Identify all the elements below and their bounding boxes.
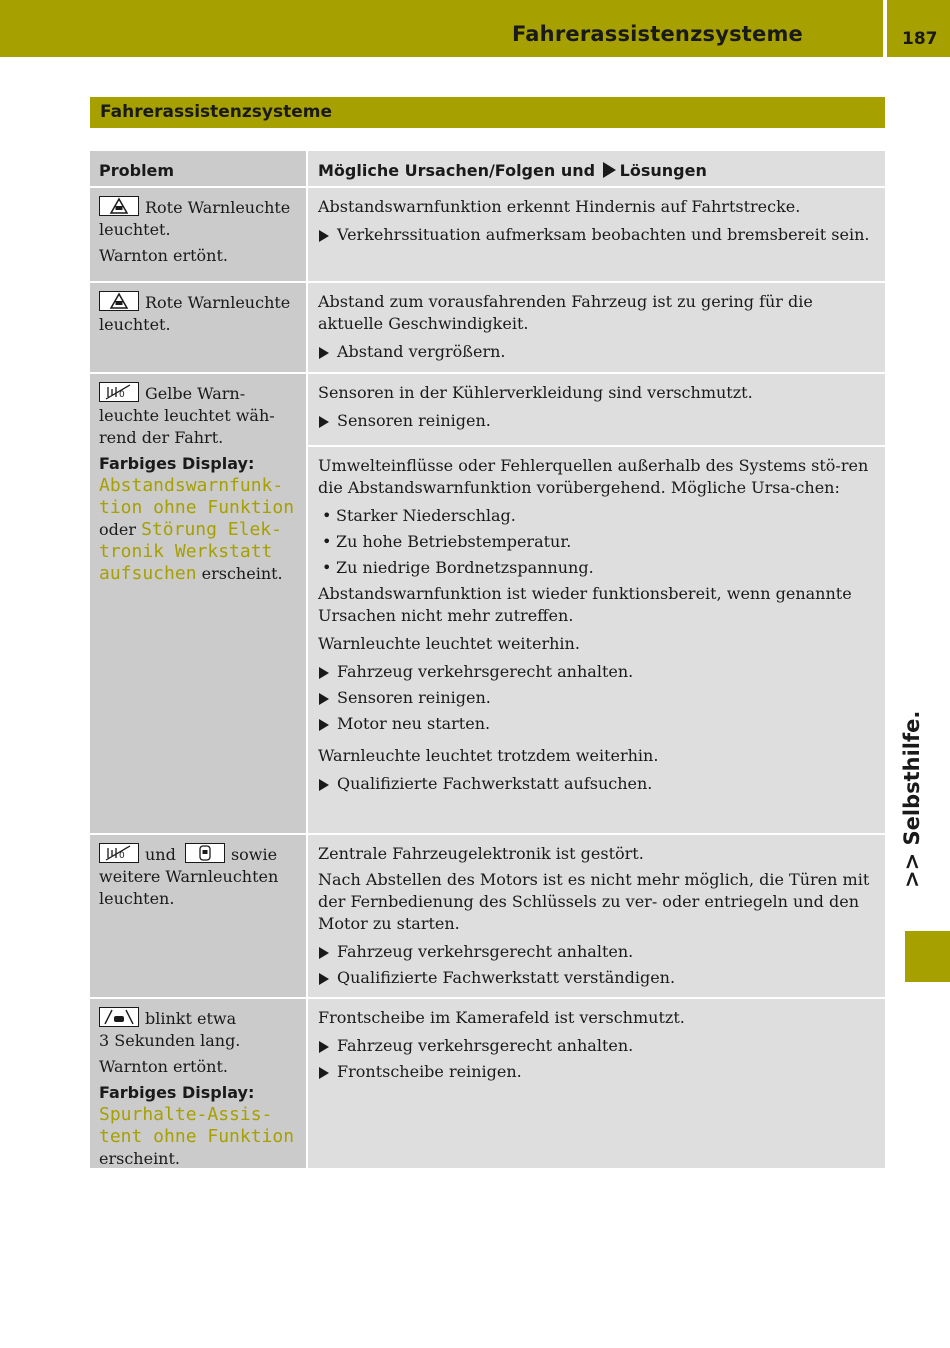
r3-b-cause: Umwelteinflüsse oder Fehlerquellen außerhalb des Systems stö-ren die Abstandswarnfunktion vorübergehend. Mögliche Ursa-chen: — [318, 456, 869, 497]
r3-a-action: Sensoren reinigen. — [318, 410, 875, 432]
r2-problem: Rote Warnleuchte leuchtet. — [99, 293, 291, 334]
r5-problem-a: blinkt etwa — [145, 1009, 237, 1028]
r4-problem-sowie: sowie — [230, 845, 278, 864]
r3-display-label: Farbiges Display: — [99, 454, 255, 473]
r4-cause-1: Zentrale Fahrzeugelektronik ist gestört. — [318, 844, 644, 863]
table-row-4-solution — [308, 835, 885, 997]
r5-action-2: Frontscheibe reinigen. — [318, 1061, 875, 1083]
table-header-solution — [308, 151, 885, 186]
table-row-5-solution — [308, 999, 885, 1168]
col-problem-label: Problem — [99, 161, 175, 180]
header-title: Fahrerassistenzsysteme — [511, 22, 803, 46]
r5-problem-c: Warnton ertönt. — [99, 1057, 228, 1076]
table-row-2-solution — [308, 283, 885, 372]
r4-cause-2: Nach Abstellen des Motors ist es nicht mehr möglich, die Türen mit der Fernbedienung des Schlüssels zu ver- oder entriegeln und den Motor zu starten. — [318, 870, 870, 933]
header-bar — [0, 0, 883, 57]
r3-b-still2: Warnleuchte leuchtet trotzdem weiterhin. — [318, 746, 659, 765]
r1-problem-b: Warnton ertönt. — [99, 246, 228, 265]
r1-problem-a: Rote Warnleuchte leuchtet. — [99, 198, 291, 239]
collision-warning-icon — [99, 196, 139, 216]
r5-display: Spurhalte-Assis-tent ohne Funktion — [99, 1104, 295, 1147]
list-item: • Zu hohe Betriebstemperatur. — [318, 531, 875, 553]
r2-action: Abstand vergrößern. — [318, 341, 875, 363]
table-row-3b-solution — [308, 447, 885, 833]
r4-problem-and: und — [145, 845, 176, 864]
radar-sensor-off-icon — [99, 843, 139, 863]
section-heading-bar — [90, 97, 885, 128]
page-number: 187 — [902, 29, 938, 49]
r5-display-label: Farbiges Display: — [99, 1083, 255, 1102]
r5-appears: erscheint. — [99, 1149, 180, 1168]
svg-text:0: 0 — [119, 851, 125, 861]
r3-b-action-final: Qualifizierte Fachwerkstatt aufsuchen. — [318, 773, 875, 795]
r1-action: Verkehrssituation aufmerksam beobachten und bremsbereit sein. — [318, 224, 875, 246]
collision-warning-icon — [99, 291, 139, 311]
r1-cause: Abstandswarnfunktion erkennt Hindernis auf Fahrtstrecke. — [318, 197, 801, 216]
r2-cause: Abstand zum vorausfahrenden Fahrzeug ist zu gering für die aktuelle Geschwindigkeit. — [318, 292, 813, 333]
page-number-box — [887, 0, 950, 57]
r3-b-ready: Abstandswarnfunktion ist wieder funktionsbereit, wenn genannte Ursachen nicht mehr zutreffen. — [318, 584, 852, 625]
r3-display-1: Abstandswarnfunk-tion ohne Funktion — [99, 475, 295, 518]
svg-text:0: 0 — [119, 390, 125, 400]
r3-b-still: Warnleuchte leuchtet weiterhin. — [318, 634, 580, 653]
table-header-problem — [90, 151, 306, 186]
table-row-3a-solution — [308, 374, 885, 445]
list-item: • Zu niedrige Bordnetzspannung. — [318, 557, 875, 579]
vehicle-electronics-icon — [185, 843, 225, 863]
lane-assist-icon — [99, 1007, 139, 1027]
table-row-4-problem — [90, 835, 306, 997]
r3-b-action-3: Motor neu starten. — [318, 713, 875, 735]
col-solution-label-b: Lösungen — [619, 161, 707, 180]
section-title: Fahrerassistenzsysteme — [100, 102, 333, 122]
col-solution-label-a: Mögliche Ursachen/Folgen und — [318, 161, 596, 180]
r3-a-cause: Sensoren in der Kühlerverkleidung sind verschmutzt. — [318, 383, 753, 402]
r3-appears: erscheint. — [201, 564, 283, 583]
r3-display-2: Störung Elek-tronik Werkstatt aufsuchen — [99, 519, 282, 584]
r3-problem: Gelbe Warn-leuchte leuchtet wäh-rend der Fahrt. — [99, 384, 275, 447]
list-item: • Starker Niederschlag. — [318, 505, 875, 527]
table-row-2-problem — [90, 283, 306, 372]
r5-cause: Frontscheibe im Kamerafeld ist verschmutzt. — [318, 1008, 685, 1027]
r4-action-1: Fahrzeug verkehrsgerecht anhalten. — [318, 941, 875, 963]
r4-action-2: Qualifizierte Fachwerkstatt verständigen. — [318, 967, 875, 989]
r4-problem-rest: weitere Warnleuchten leuchten. — [99, 867, 279, 908]
r5-problem-b: 3 Sekunden lang. — [99, 1031, 241, 1050]
table-row-3-problem — [90, 374, 306, 833]
r3-b-action-2: Sensoren reinigen. — [318, 687, 875, 709]
radar-sensor-off-icon — [99, 382, 139, 402]
table-row-1-problem — [90, 188, 306, 281]
table-row-5-problem — [90, 999, 306, 1168]
r3-b-action-1: Fahrzeug verkehrsgerecht anhalten. — [318, 661, 875, 683]
table-row-1-solution — [308, 188, 885, 281]
r5-action-1: Fahrzeug verkehrsgerecht anhalten. — [318, 1035, 875, 1057]
side-tab-marker — [905, 931, 950, 982]
action-triangle-icon — [603, 162, 616, 178]
side-tab-label: >> Selbsthilfe. — [900, 710, 924, 888]
r3-or: oder — [99, 520, 136, 539]
